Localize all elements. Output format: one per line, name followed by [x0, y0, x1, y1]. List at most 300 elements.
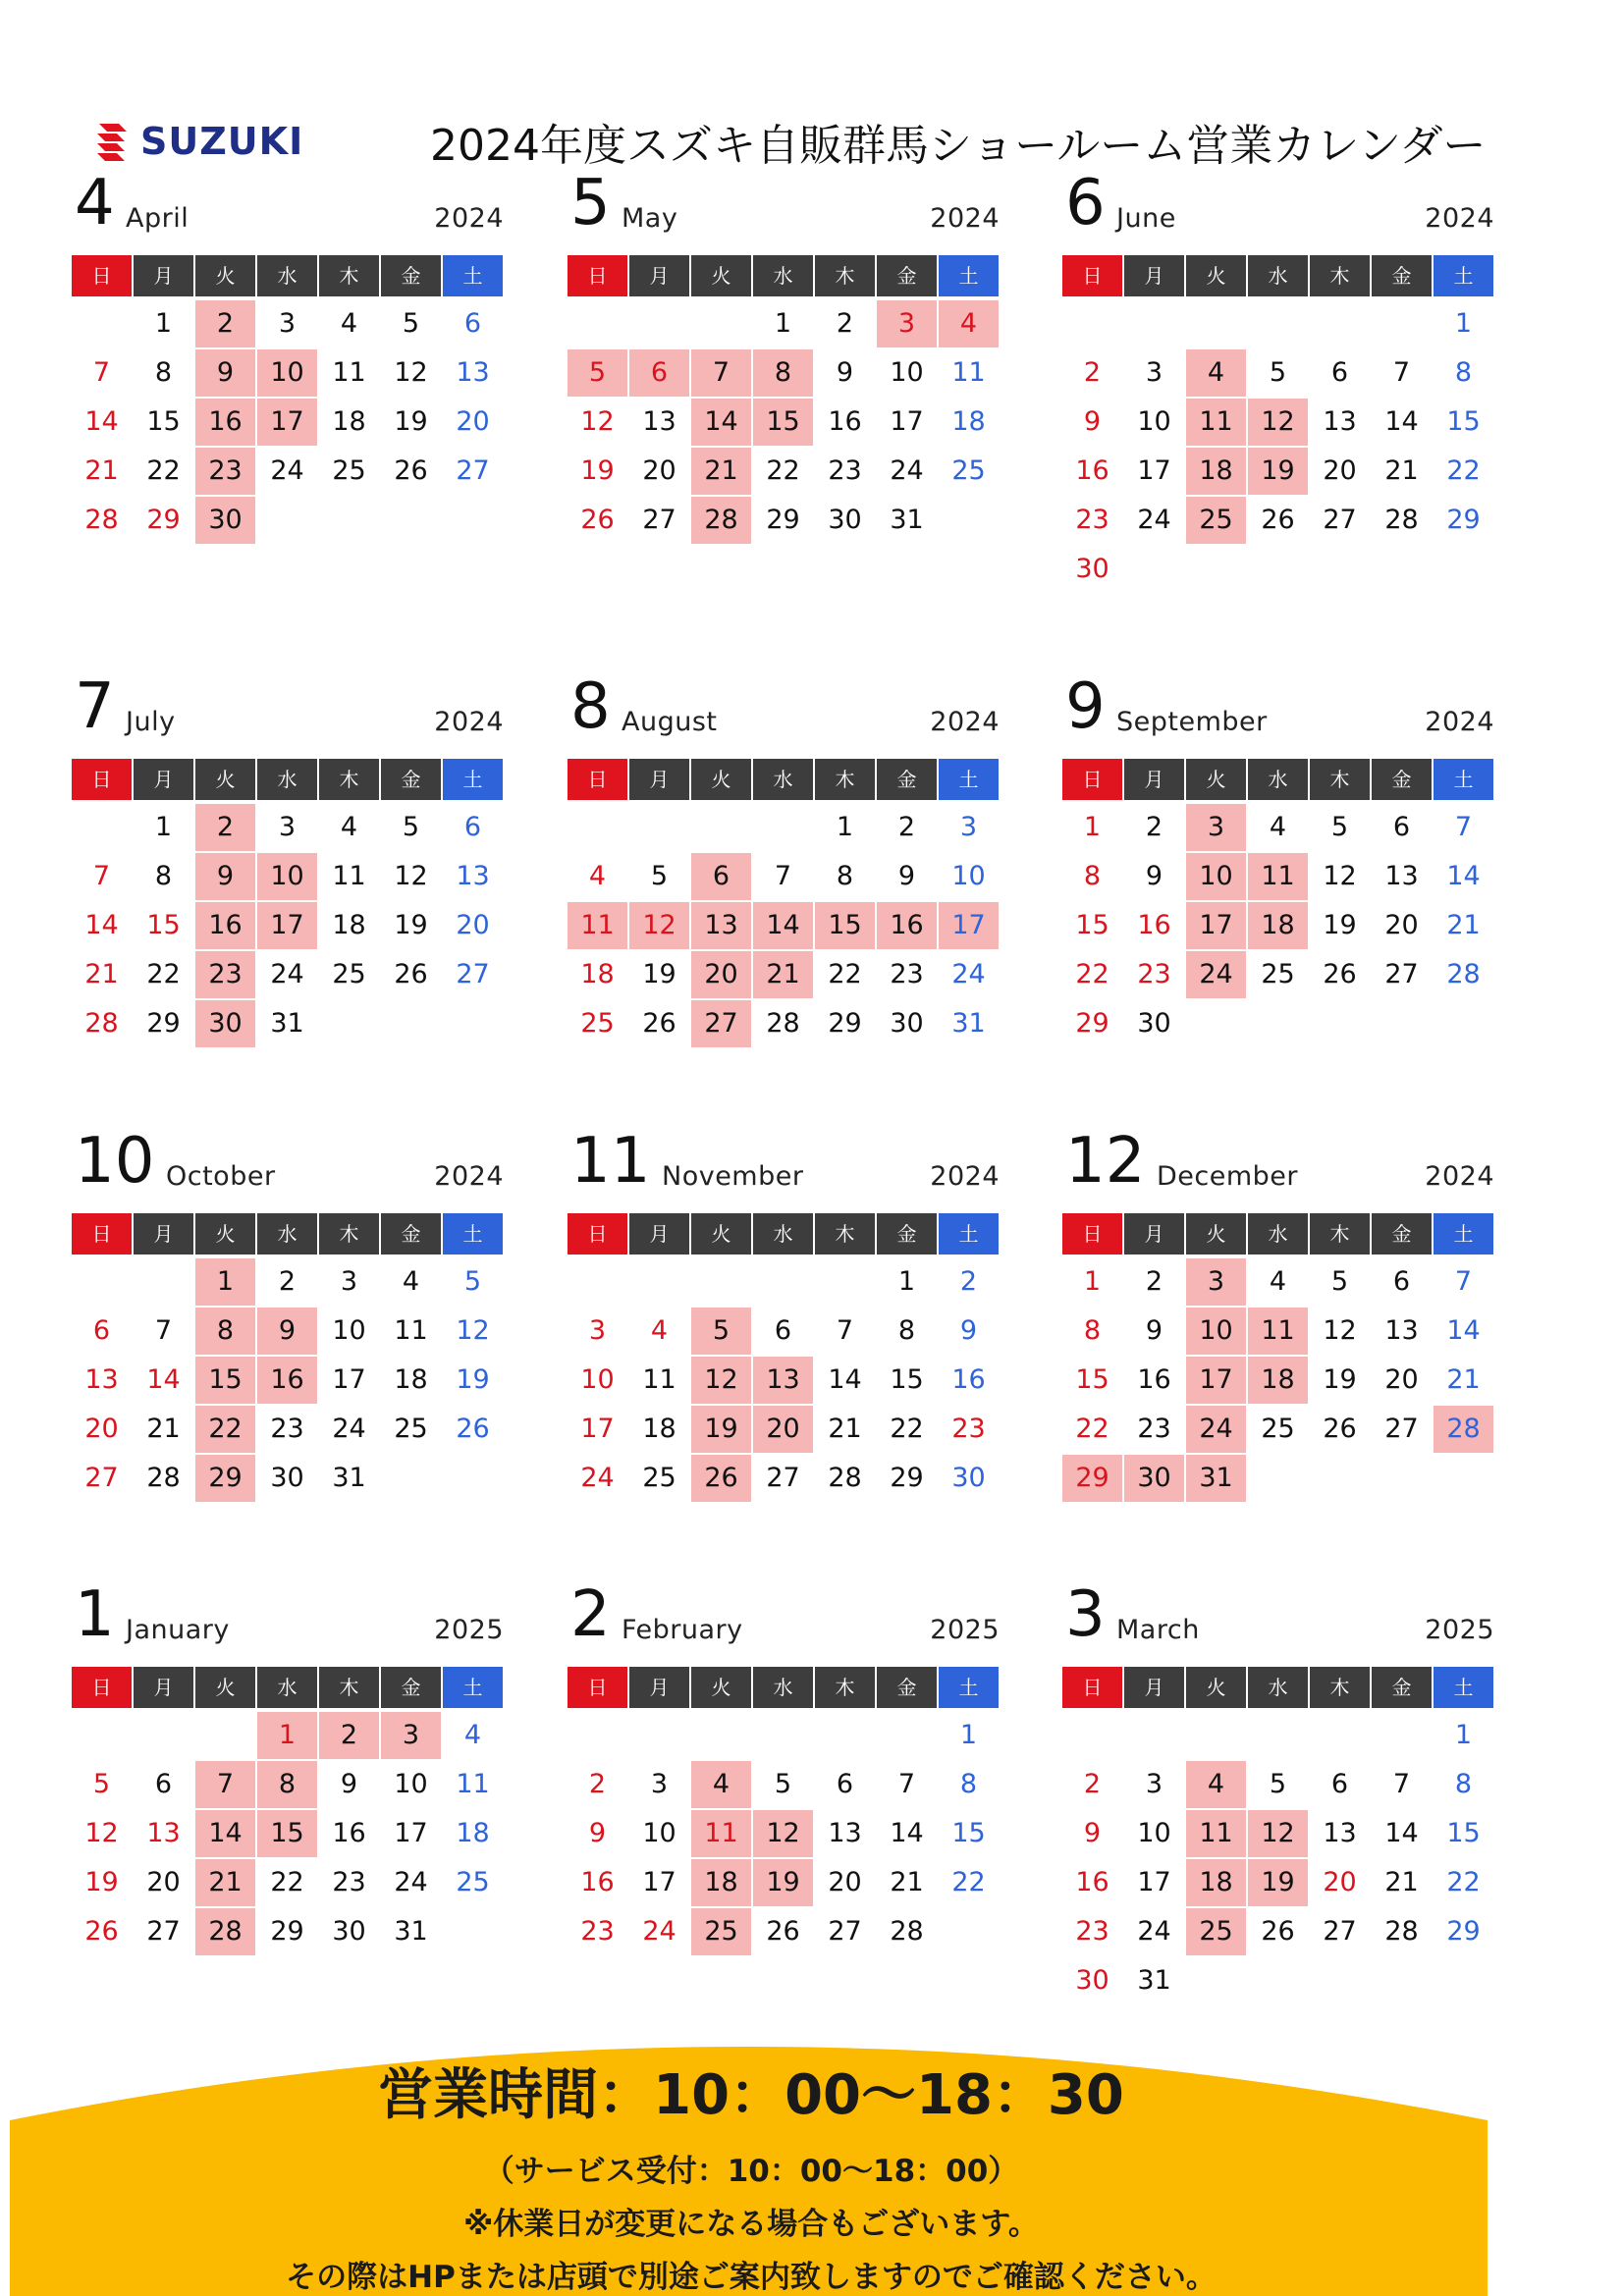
- day-cell: 9: [1083, 406, 1102, 437]
- weekday-label: 金: [1372, 1213, 1432, 1255]
- month-year: 2025: [930, 1615, 1000, 1645]
- day-cell: 5: [402, 812, 420, 842]
- business-hours-banner: [0, 2012, 1623, 2296]
- day-cell: 29: [890, 1463, 924, 1493]
- month-name: May: [622, 203, 678, 234]
- day-cell: 9: [1083, 1818, 1102, 1848]
- closed-day-cell: 4: [691, 1761, 751, 1808]
- month-name: August: [622, 707, 718, 737]
- day-cell: 10: [1137, 406, 1171, 437]
- weekday-label: 木: [1310, 1213, 1370, 1255]
- day-cell: 17: [580, 1414, 615, 1444]
- day-cell: 20: [84, 1414, 119, 1444]
- day-cell: 14: [1384, 1818, 1419, 1848]
- weekday-label: 日: [568, 759, 627, 800]
- day-cell: 23: [1137, 959, 1171, 989]
- day-cell: 4: [588, 861, 607, 891]
- closed-day-cell: 21: [691, 448, 751, 495]
- day-cell: 16: [951, 1364, 986, 1395]
- month-october: [72, 1127, 504, 1559]
- day-cell: 27: [1323, 505, 1357, 535]
- day-cell: 4: [402, 1266, 420, 1297]
- day-cell: 16: [828, 406, 862, 437]
- day-cell: 30: [828, 505, 862, 535]
- day-cell: 16: [1075, 455, 1109, 486]
- day-cell: 31: [1137, 1965, 1171, 1996]
- weekday-label: 水: [1248, 255, 1308, 296]
- day-cell: 18: [456, 1818, 490, 1848]
- day-cell: 14: [84, 406, 119, 437]
- day-cell: 8: [1083, 1315, 1102, 1346]
- day-cell: 13: [1323, 406, 1357, 437]
- day-cell: 20: [1384, 1364, 1419, 1395]
- day-cell: 22: [146, 959, 181, 989]
- day-cell: 15: [890, 1364, 924, 1395]
- month-august: [568, 672, 1000, 1104]
- day-cell: 16: [1137, 910, 1171, 940]
- closed-day-cell: 7: [195, 1761, 255, 1808]
- closed-day-cell: 2: [319, 1712, 379, 1759]
- weekday-label: 水: [753, 255, 813, 296]
- month-year: 2025: [1425, 1615, 1494, 1645]
- day-cell: 1: [1083, 812, 1102, 842]
- day-cell: 24: [580, 1463, 615, 1493]
- day-cell: 12: [456, 1315, 490, 1346]
- day-cell: 21: [1384, 455, 1419, 486]
- closed-day-cell: 3: [1186, 1258, 1246, 1306]
- day-cell: 25: [394, 1414, 428, 1444]
- closed-day-cell: 13: [753, 1357, 813, 1404]
- weekday-label: 土: [939, 255, 999, 296]
- day-cell: 31: [951, 1008, 986, 1039]
- closed-day-cell: 4: [1186, 1761, 1246, 1808]
- month-year: 2024: [434, 707, 504, 737]
- day-cell: 9: [1145, 1315, 1163, 1346]
- weekday-label: 月: [1124, 255, 1184, 296]
- weekday-label: 水: [257, 1667, 317, 1708]
- closed-day-cell: 15: [257, 1810, 317, 1857]
- day-cell: 8: [836, 861, 854, 891]
- weekday-label: 火: [195, 1213, 255, 1255]
- weekday-label: 土: [1434, 255, 1493, 296]
- closed-day-cell: 19: [753, 1859, 813, 1906]
- month-september: [1062, 672, 1494, 1104]
- day-cell: 24: [642, 1916, 676, 1947]
- weekday-label: 土: [939, 759, 999, 800]
- day-cell: 14: [828, 1364, 862, 1395]
- month-may: [568, 169, 1000, 601]
- day-cell: 8: [154, 861, 173, 891]
- weekday-label: 火: [691, 1667, 751, 1708]
- weekday-label: 金: [877, 1213, 937, 1255]
- weekday-header-row: [1062, 1667, 1494, 1708]
- day-cell: 31: [890, 505, 924, 535]
- closed-day-cell: 30: [195, 1000, 255, 1047]
- month-header: [1062, 1580, 1494, 1659]
- day-cell: 18: [580, 959, 615, 989]
- day-cell: 2: [836, 308, 854, 339]
- weekday-label: 水: [257, 1213, 317, 1255]
- day-cell: 6: [1392, 1266, 1411, 1297]
- day-cell: 7: [1454, 1266, 1473, 1297]
- day-cell: 8: [1454, 1769, 1473, 1799]
- day-cell: 8: [897, 1315, 916, 1346]
- weekday-header-row: [568, 759, 1000, 800]
- day-cell: 5: [1269, 357, 1287, 388]
- day-cell: 6: [92, 1315, 111, 1346]
- weekday-header-row: [72, 759, 504, 800]
- month-header: [568, 1127, 1000, 1205]
- closed-day-cell: 18: [1186, 448, 1246, 495]
- closed-day-cell: 24: [1186, 951, 1246, 998]
- closed-day-cell: 23: [195, 448, 255, 495]
- day-cell: 20: [1323, 455, 1357, 486]
- day-cell: 27: [1384, 1414, 1419, 1444]
- weekday-label: 木: [319, 255, 379, 296]
- month-header: [568, 1580, 1000, 1659]
- day-cell: 14: [890, 1818, 924, 1848]
- day-cell: 22: [270, 1867, 304, 1897]
- weekday-label: 水: [1248, 759, 1308, 800]
- month-name: July: [126, 707, 176, 737]
- day-cell: 24: [1137, 1916, 1171, 1947]
- month-april: [72, 169, 504, 601]
- weekday-label: 火: [195, 255, 255, 296]
- day-cell: 8: [959, 1769, 978, 1799]
- closed-day-cell: 28: [1434, 1406, 1493, 1453]
- service-hours: （サービス受付：10：00～18：00）: [483, 2154, 1019, 2189]
- weekday-label: 日: [72, 255, 132, 296]
- weekday-label: 火: [691, 759, 751, 800]
- month-year: 2024: [930, 203, 1000, 234]
- day-cell: 11: [642, 1364, 676, 1395]
- weekday-label: 日: [1062, 1213, 1122, 1255]
- weekday-label: 木: [815, 1667, 875, 1708]
- day-cell: 9: [959, 1315, 978, 1346]
- closed-day-cell: 18: [1186, 1859, 1246, 1906]
- day-cell: 13: [1384, 1315, 1419, 1346]
- weekday-label: 月: [629, 759, 689, 800]
- closed-day-cell: 12: [629, 902, 689, 949]
- day-cell: 11: [332, 861, 366, 891]
- day-cell: 3: [1145, 357, 1163, 388]
- day-cell: 18: [332, 910, 366, 940]
- day-cell: 24: [394, 1867, 428, 1897]
- weekday-label: 火: [195, 759, 255, 800]
- day-cell: 10: [394, 1769, 428, 1799]
- closed-day-cell: 20: [753, 1406, 813, 1453]
- month-year: 2024: [434, 203, 504, 234]
- weekday-label: 木: [319, 1667, 379, 1708]
- day-cell: 3: [278, 812, 297, 842]
- closed-day-cell: 3: [877, 300, 937, 347]
- day-cell: 3: [340, 1266, 358, 1297]
- day-cell: 25: [456, 1867, 490, 1897]
- day-cell: 26: [1261, 1916, 1295, 1947]
- day-cell: 30: [951, 1463, 986, 1493]
- month-number: 1: [75, 1578, 115, 1651]
- month-header: [568, 672, 1000, 751]
- month-year: 2024: [1425, 203, 1494, 234]
- day-cell: 24: [270, 959, 304, 989]
- day-cell: 29: [1446, 505, 1481, 535]
- closed-day-cell: 17: [1186, 1357, 1246, 1404]
- day-cell: 5: [650, 861, 669, 891]
- day-cell: 21: [1384, 1867, 1419, 1897]
- closed-day-cell: 11: [691, 1810, 751, 1857]
- day-cell: 23: [828, 455, 862, 486]
- day-cell: 30: [1075, 554, 1109, 584]
- day-cell: 13: [84, 1364, 119, 1395]
- day-cell: 7: [92, 861, 111, 891]
- closed-day-cell: 30: [1124, 1455, 1184, 1502]
- weekday-header-row: [72, 1213, 504, 1255]
- closed-day-cell: 18: [1248, 902, 1308, 949]
- closed-day-cell: 23: [195, 951, 255, 998]
- day-cell: 27: [1384, 959, 1419, 989]
- closed-day-cell: 1: [257, 1712, 317, 1759]
- weekday-label: 木: [319, 1213, 379, 1255]
- weekday-label: 日: [72, 1667, 132, 1708]
- weekday-label: 月: [1124, 1667, 1184, 1708]
- day-cell: 23: [1137, 1414, 1171, 1444]
- day-cell: 27: [828, 1916, 862, 1947]
- closed-day-cell: 16: [195, 902, 255, 949]
- weekday-label: 月: [134, 1213, 193, 1255]
- day-cell: 5: [402, 308, 420, 339]
- day-cell: 22: [766, 455, 800, 486]
- day-cell: 28: [1384, 1916, 1419, 1947]
- weekday-label: 日: [1062, 255, 1122, 296]
- closed-day-cell: 3: [381, 1712, 441, 1759]
- day-cell: 20: [146, 1867, 181, 1897]
- day-cell: 7: [774, 861, 792, 891]
- month-name: January: [126, 1615, 230, 1645]
- day-cell: 13: [642, 406, 676, 437]
- day-cell: 2: [1083, 1769, 1102, 1799]
- weekday-label: 土: [443, 1213, 503, 1255]
- day-cell: 21: [1446, 910, 1481, 940]
- month-header: [1062, 672, 1494, 751]
- day-cell: 26: [642, 1008, 676, 1039]
- day-cell: 15: [1446, 406, 1481, 437]
- day-cell: 23: [890, 959, 924, 989]
- day-cell: 20: [456, 406, 490, 437]
- day-cell: 18: [951, 406, 986, 437]
- day-cell: 31: [332, 1463, 366, 1493]
- closed-day-cell: 20: [691, 951, 751, 998]
- closed-day-cell: 12: [691, 1357, 751, 1404]
- holiday-change-note: ※休業日が変更になる場合もございます。: [463, 2207, 1039, 2242]
- day-cell: 5: [1269, 1769, 1287, 1799]
- day-cell: 27: [1323, 1916, 1357, 1947]
- day-cell: 20: [828, 1867, 862, 1897]
- weekday-label: 金: [381, 1667, 441, 1708]
- day-cell: 12: [1323, 861, 1357, 891]
- weekday-label: 月: [134, 1667, 193, 1708]
- day-cell: 6: [154, 1769, 173, 1799]
- day-cell: 23: [580, 1916, 615, 1947]
- day-cell: 26: [766, 1916, 800, 1947]
- day-cell: 13: [456, 357, 490, 388]
- weekday-label: 木: [1310, 1667, 1370, 1708]
- day-cell: 24: [332, 1414, 366, 1444]
- weekday-label: 金: [381, 1213, 441, 1255]
- weekday-label: 土: [443, 255, 503, 296]
- weekday-label: 月: [629, 255, 689, 296]
- day-cell: 17: [332, 1364, 366, 1395]
- weekday-label: 水: [753, 1667, 813, 1708]
- day-cell: 18: [332, 406, 366, 437]
- day-cell: 3: [650, 1769, 669, 1799]
- closed-day-cell: 24: [1186, 1406, 1246, 1453]
- day-cell: 13: [456, 861, 490, 891]
- closed-day-cell: 12: [1248, 1810, 1308, 1857]
- closed-day-cell: 29: [195, 1455, 255, 1502]
- day-cell: 28: [84, 1008, 119, 1039]
- day-cell: 9: [836, 357, 854, 388]
- day-cell: 22: [146, 455, 181, 486]
- weekday-header-row: [1062, 1213, 1494, 1255]
- day-cell: 13: [146, 1818, 181, 1848]
- day-cell: 6: [1330, 357, 1349, 388]
- day-cell: 3: [588, 1315, 607, 1346]
- day-cell: 25: [1261, 1414, 1295, 1444]
- day-cell: 4: [1269, 812, 1287, 842]
- day-cell: 23: [1075, 505, 1109, 535]
- day-cell: 6: [1392, 812, 1411, 842]
- day-cell: 6: [1330, 1769, 1349, 1799]
- closed-day-cell: 15: [195, 1357, 255, 1404]
- day-cell: 10: [642, 1818, 676, 1848]
- month-number: 2: [570, 1578, 611, 1651]
- day-cell: 19: [642, 959, 676, 989]
- day-cell: 2: [1145, 1266, 1163, 1297]
- page-title: 2024年度スズキ自販群馬ショールーム営業カレンダー: [430, 121, 1487, 171]
- day-cell: 17: [1137, 455, 1171, 486]
- suzuki-logo-text: SUZUKI: [140, 120, 304, 163]
- day-cell: 10: [951, 861, 986, 891]
- weekday-label: 木: [815, 255, 875, 296]
- weekday-label: 水: [753, 759, 813, 800]
- day-cell: 28: [146, 1463, 181, 1493]
- day-cell: 5: [774, 1769, 792, 1799]
- closed-day-cell: 16: [195, 399, 255, 446]
- day-cell: 9: [1145, 861, 1163, 891]
- day-cell: 12: [580, 406, 615, 437]
- day-cell: 2: [1083, 357, 1102, 388]
- closed-day-cell: 14: [753, 902, 813, 949]
- month-december: [1062, 1127, 1494, 1559]
- closed-day-cell: 2: [195, 804, 255, 851]
- closed-day-cell: 12: [753, 1810, 813, 1857]
- day-cell: 7: [836, 1315, 854, 1346]
- weekday-label: 日: [568, 1667, 627, 1708]
- day-cell: 28: [766, 1008, 800, 1039]
- day-cell: 5: [92, 1769, 111, 1799]
- month-name: October: [166, 1161, 276, 1192]
- closed-day-cell: 11: [1248, 853, 1308, 900]
- day-cell: 29: [270, 1916, 304, 1947]
- day-cell: 21: [890, 1867, 924, 1897]
- weekday-label: 土: [443, 759, 503, 800]
- day-cell: 31: [394, 1916, 428, 1947]
- month-year: 2024: [1425, 1161, 1494, 1192]
- day-cell: 27: [642, 505, 676, 535]
- day-cell: 23: [1075, 1916, 1109, 1947]
- day-cell: 17: [890, 406, 924, 437]
- weekday-header-row: [1062, 759, 1494, 800]
- month-year: 2025: [434, 1615, 504, 1645]
- day-cell: 10: [580, 1364, 615, 1395]
- day-cell: 7: [1454, 812, 1473, 842]
- day-cell: 25: [951, 455, 986, 486]
- day-cell: 16: [332, 1818, 366, 1848]
- closed-day-cell: 11: [1186, 399, 1246, 446]
- day-cell: 30: [332, 1916, 366, 1947]
- day-cell: 22: [1446, 455, 1481, 486]
- weekday-label: 木: [815, 759, 875, 800]
- day-cell: 28: [828, 1463, 862, 1493]
- weekday-label: 金: [381, 759, 441, 800]
- closed-day-cell: 8: [257, 1761, 317, 1808]
- month-header: [568, 169, 1000, 247]
- month-name: November: [662, 1161, 804, 1192]
- closed-day-cell: 10: [257, 853, 317, 900]
- day-cell: 9: [897, 861, 916, 891]
- day-cell: 19: [394, 910, 428, 940]
- day-cell: 14: [1384, 406, 1419, 437]
- closed-day-cell: 16: [257, 1357, 317, 1404]
- day-cell: 3: [1145, 1769, 1163, 1799]
- day-cell: 21: [828, 1414, 862, 1444]
- day-cell: 27: [84, 1463, 119, 1493]
- month-name: September: [1116, 707, 1268, 737]
- month-header: [72, 672, 504, 751]
- day-cell: 4: [650, 1315, 669, 1346]
- day-cell: 15: [1075, 910, 1109, 940]
- closed-day-cell: 19: [1248, 1859, 1308, 1906]
- day-cell: 2: [588, 1769, 607, 1799]
- day-cell: 27: [456, 959, 490, 989]
- closed-day-cell: 9: [195, 853, 255, 900]
- closed-day-cell: 10: [257, 349, 317, 397]
- day-cell: 7: [154, 1315, 173, 1346]
- closed-day-cell: 7: [691, 349, 751, 397]
- day-cell: 16: [580, 1867, 615, 1897]
- closed-day-cell: 1: [195, 1258, 255, 1306]
- closed-day-cell: 6: [629, 349, 689, 397]
- day-cell: 28: [1384, 505, 1419, 535]
- weekday-label: 金: [1372, 255, 1432, 296]
- weekday-label: 日: [72, 1213, 132, 1255]
- month-number: 4: [75, 167, 115, 240]
- closed-day-cell: 25: [1186, 497, 1246, 544]
- day-cell: 26: [1261, 505, 1295, 535]
- day-cell: 27: [766, 1463, 800, 1493]
- closed-day-cell: 14: [691, 399, 751, 446]
- weekday-label: 土: [939, 1213, 999, 1255]
- closed-day-cell: 13: [691, 902, 751, 949]
- day-cell: 22: [828, 959, 862, 989]
- month-number: 12: [1065, 1125, 1146, 1198]
- day-cell: 31: [270, 1008, 304, 1039]
- closed-day-cell: 26: [691, 1455, 751, 1502]
- weekday-label: 木: [319, 759, 379, 800]
- day-cell: 27: [146, 1916, 181, 1947]
- day-cell: 17: [394, 1818, 428, 1848]
- weekday-label: 日: [568, 1213, 627, 1255]
